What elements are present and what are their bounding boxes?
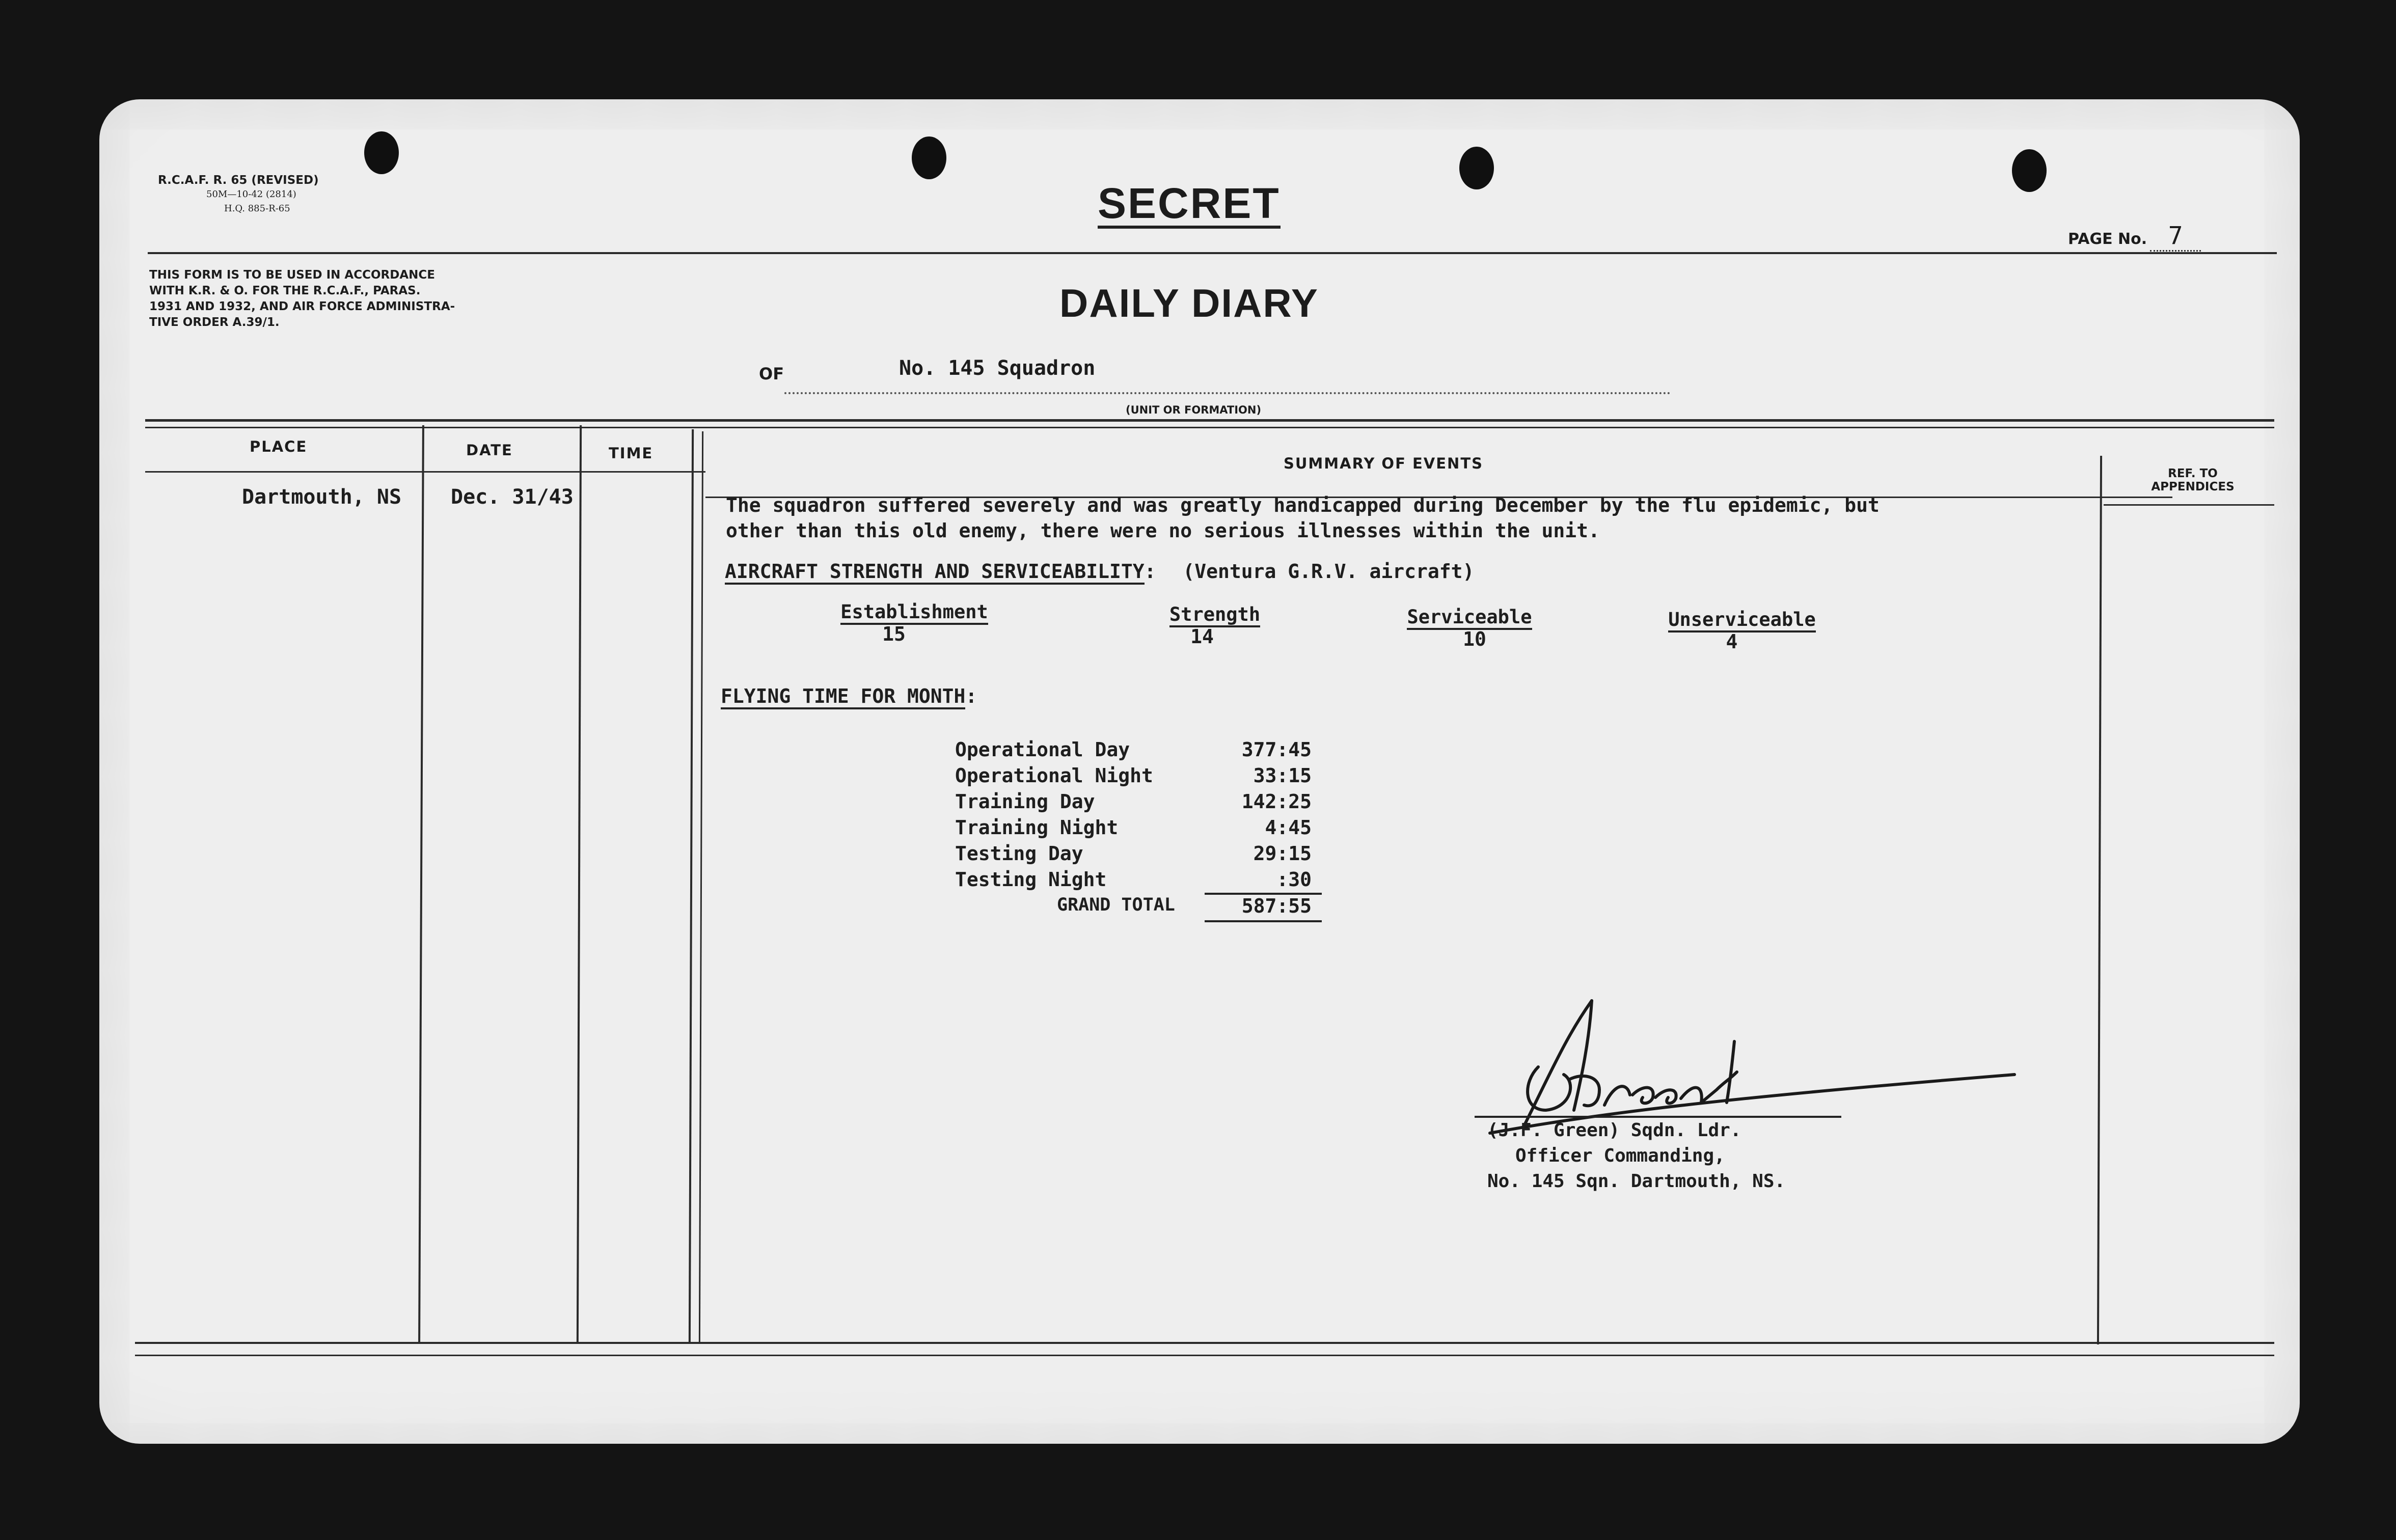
ref-line: REF. TO xyxy=(2168,467,2218,480)
flying-time-value: :30 xyxy=(1276,868,1312,891)
page-number xyxy=(2068,222,2201,252)
form-number: R.C.A.F. R. 65 (REVISED) xyxy=(158,174,319,187)
strength-value: 4 xyxy=(1726,630,1738,653)
entry-place: Dartmouth, NS xyxy=(242,485,402,509)
column-divider xyxy=(699,431,703,1343)
instruction-line: WITH K.R. & O. FOR THE R.C.A.F., PARAS. xyxy=(149,284,421,297)
signature-line: (J.F. Green) Sqdn. Ldr. xyxy=(1487,1120,1741,1141)
flying-heading: FLYING TIME FOR MONTH xyxy=(721,685,965,709)
aircraft-type: (Ventura G.R.V. aircraft) xyxy=(1183,560,1475,583)
flying-section-heading xyxy=(721,685,977,707)
page-label: PAGE No. xyxy=(2068,230,2147,248)
strength-value: 15 xyxy=(882,623,906,645)
flying-time-row xyxy=(955,738,1312,764)
signature-block xyxy=(1487,1118,1785,1194)
diary-form-card xyxy=(99,99,2300,1444)
print-code: 50M—10-42 (2814) xyxy=(206,189,296,200)
form-instructions xyxy=(149,267,552,331)
grand-total-label: GRAND TOTAL xyxy=(1057,895,1175,915)
flying-colon: : xyxy=(965,685,977,707)
strength-header: Serviceable xyxy=(1407,606,1532,630)
strength-value: 10 xyxy=(1463,628,1486,650)
entry-date: Dec. 31/43 xyxy=(451,485,574,509)
aircraft-colon: : xyxy=(1144,560,1156,583)
strength-column xyxy=(823,601,1006,645)
punch-hole xyxy=(364,131,399,174)
header-rule xyxy=(148,252,2277,254)
column-header-time: TIME xyxy=(609,445,654,462)
strength-header: Unserviceable xyxy=(1668,609,1816,632)
flying-time-table xyxy=(955,738,1312,906)
instruction-line: THIS FORM IS TO BE USED IN ACCORDANCE xyxy=(149,268,435,282)
signature-line: No. 145 Sqn. Dartmouth, NS. xyxy=(1487,1171,1786,1192)
aircraft-section-heading xyxy=(725,560,1474,583)
of-label: OF xyxy=(759,364,784,383)
flying-time-value: 4:45 xyxy=(1265,816,1312,839)
instruction-line: TIVE ORDER A.39/1. xyxy=(149,316,280,329)
summary-line: other than this old enemy, there were no serious illnesses within the unit. xyxy=(726,519,1600,542)
unit-caption: (UNIT OR FORMATION) xyxy=(1126,404,1262,416)
flying-time-row xyxy=(955,764,1312,790)
unit-name: No. 145 Squadron xyxy=(899,356,1096,380)
form-identifier xyxy=(158,173,319,216)
flying-time-value: 142:25 xyxy=(1241,790,1312,813)
total-underline xyxy=(1205,920,1322,922)
column-header-rule xyxy=(145,471,705,473)
column-divider xyxy=(689,429,694,1343)
flying-time-value: 33:15 xyxy=(1253,764,1312,787)
form-title: DAILY DIARY xyxy=(1059,281,1319,325)
flying-time-row xyxy=(955,868,1312,894)
ref-header-rule xyxy=(2104,504,2274,506)
punch-hole xyxy=(2012,149,2047,192)
flying-time-label: Testing Day xyxy=(955,842,1083,865)
flying-time-label: Testing Night xyxy=(955,868,1107,891)
column-divider xyxy=(577,425,582,1342)
summary-line: The squadron suffered severely and was greatly handicapped during December by the flu epidemic, but xyxy=(726,494,1880,516)
flying-time-value: 377:45 xyxy=(1241,738,1312,761)
flying-time-label: Training Day xyxy=(955,790,1095,813)
table-bottom-rule-2 xyxy=(135,1355,2274,1356)
column-divider xyxy=(2097,456,2102,1344)
grand-total-value: 587:55 xyxy=(1241,895,1312,917)
hq-code: H.Q. 885-R-65 xyxy=(224,203,290,214)
punch-hole xyxy=(1459,147,1494,189)
flying-time-row xyxy=(955,816,1312,842)
strength-header: Establishment xyxy=(840,601,988,625)
grand-total-row xyxy=(1057,895,1312,920)
column-divider xyxy=(418,425,424,1342)
column-header-date: DATE xyxy=(466,442,513,459)
flying-time-label: Training Night xyxy=(955,816,1119,839)
flying-time-label: Operational Night xyxy=(955,764,1153,787)
page-number-value: 7 xyxy=(2150,222,2201,252)
strength-column xyxy=(1143,603,1286,648)
punch-hole xyxy=(912,136,946,179)
aircraft-heading: AIRCRAFT STRENGTH AND SERVICEABILITY xyxy=(725,560,1145,585)
flying-time-row xyxy=(955,842,1312,868)
column-header-ref xyxy=(2134,467,2251,493)
classification-stamp: SECRET xyxy=(1098,181,1281,229)
column-header-place: PLACE xyxy=(250,438,308,455)
flying-time-value: 29:15 xyxy=(1253,842,1312,865)
flying-time-label: Operational Day xyxy=(955,738,1130,761)
ref-line: APPENDICES xyxy=(2151,480,2235,493)
signature-line: Officer Commanding, xyxy=(1515,1145,1725,1166)
flying-time-row xyxy=(955,790,1312,816)
strength-value: 14 xyxy=(1190,625,1214,648)
unit-underline xyxy=(784,392,1671,394)
table-top-rule xyxy=(145,419,2274,422)
summary-text xyxy=(726,492,2091,543)
instruction-line: 1931 AND 1932, AND AIR FORCE ADMINISTRA- xyxy=(149,300,455,313)
table-top-rule-2 xyxy=(145,427,2274,428)
table-bottom-rule xyxy=(135,1342,2274,1344)
strength-column xyxy=(1388,606,1551,650)
strength-column xyxy=(1645,609,1839,653)
strength-header: Strength xyxy=(1169,603,1260,627)
column-header-summary: SUMMARY OF EVENTS xyxy=(1284,455,1483,472)
